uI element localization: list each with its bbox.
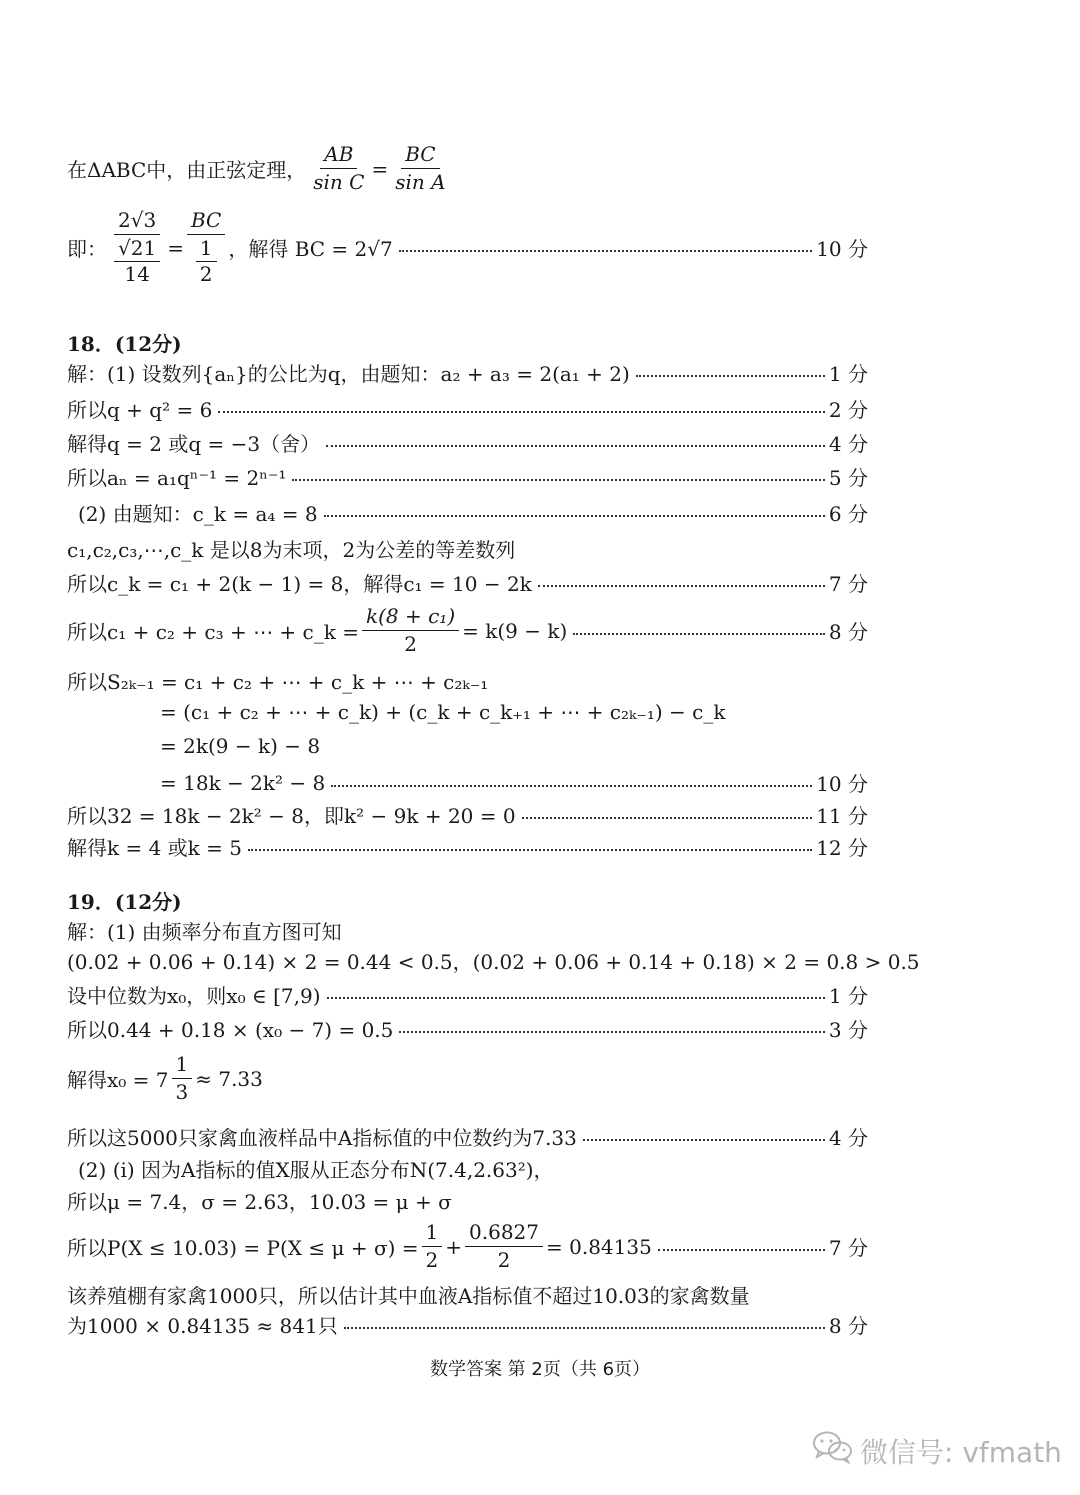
score: 4 分 <box>828 1126 868 1150</box>
numerator: BC <box>401 142 439 169</box>
q18-line-1 <box>67 358 868 387</box>
text: c₁,c₂,c₃,⋯,c_k 是以8为末项，2为公差的等差数列 <box>67 538 516 562</box>
dotted-leader <box>326 445 825 447</box>
text: 即： <box>67 237 107 261</box>
text: 所以μ = 7.4，σ = 2.63，10.03 = μ + σ <box>67 1190 452 1214</box>
text: 为1000 × 0.84135 ≈ 841只 <box>67 1314 338 1338</box>
text: 所以0.44 + 0.18 × (x₀ − 7) = 0.5 <box>67 1018 394 1042</box>
numerator: 1 <box>172 1052 193 1079</box>
denominator: 2 <box>497 1248 511 1272</box>
score: 8 分 <box>828 1314 868 1338</box>
text: 解：(1) 设数列{aₙ}的公比为q，由题知：a₂ + a₃ = 2(a₁ + 2) <box>67 362 630 386</box>
text: = 18k − 2k² − 8 <box>160 770 326 795</box>
score: 1 分 <box>828 362 868 386</box>
text: (0.02 + 0.06 + 0.14) × 2 = 0.44 < 0.5，(0.02 + 0.06 + 0.14 + 0.18) × 2 = 0.8 > 0.5 <box>67 950 920 974</box>
numerator: AB <box>320 142 357 169</box>
text: 解得x₀ = 7 <box>67 1068 169 1092</box>
fraction-ab-sinc <box>309 142 368 195</box>
q19-line-11 <box>67 1310 868 1339</box>
sub-numerator: √21 <box>114 236 160 262</box>
denominator: 2 <box>425 1248 439 1272</box>
page-footer: 数学答案 第 2页（共 6页） <box>429 1359 651 1380</box>
q19-line-4 <box>67 1014 868 1043</box>
dotted-leader <box>324 515 825 517</box>
q18-heading: 18．(12分) <box>67 332 182 356</box>
wechat-icon <box>812 1430 854 1471</box>
score: 7 分 <box>828 1236 868 1260</box>
dotted-leader <box>218 411 825 413</box>
dotted-leader <box>399 250 812 252</box>
watermark <box>812 1430 1062 1471</box>
q18-line-10 <box>160 700 868 724</box>
text: 所以32 = 18k − 2k² − 8，即k² − 9k + 20 = 0 <box>67 804 516 828</box>
complex-fraction-2 <box>187 208 225 287</box>
denominator: 2 <box>404 632 417 656</box>
q19-line-5 <box>67 1052 868 1105</box>
text: 所以S₂ₖ₋₁ = c₁ + c₂ + ⋯ + c_k + ⋯ + c₂ₖ₋₁ <box>67 670 489 694</box>
q19-line-8 <box>67 1186 868 1215</box>
score: 12 分 <box>816 836 868 860</box>
text: = (c₁ + c₂ + ⋯ + c_k) + (c_k + c_k₊₁ + ⋯ + c₂ₖ₋₁) − c_k <box>160 700 726 724</box>
q18-line-8 <box>67 604 868 657</box>
q19-heading: 19．(12分) <box>67 890 182 914</box>
text: 解得q = 2 或q = −3（舍） <box>67 432 321 456</box>
text: 解：(1) 由频率分布直方图可知 <box>67 920 342 944</box>
q18-line-4 <box>67 462 868 491</box>
q18-line-13 <box>67 800 868 829</box>
text: 所以这5000只家禽血液样品中A指标值的中位数约为7.33 <box>67 1126 577 1150</box>
text: (2) (i) 因为A指标的值X服从正态分布N(7.4,2.63²)， <box>78 1158 554 1182</box>
dotted-leader <box>583 1139 825 1141</box>
sub-denominator: 14 <box>124 262 150 286</box>
q18-line-11 <box>160 734 868 758</box>
q19-line-1 <box>67 916 868 945</box>
score: 3 分 <box>828 1018 868 1042</box>
q18-line-2 <box>67 394 868 423</box>
q18-line-9 <box>67 666 868 695</box>
dotted-leader <box>327 997 825 999</box>
dotted-leader <box>331 785 812 787</box>
numerator: 0.6827 <box>465 1220 543 1247</box>
numerator: BC <box>187 208 225 235</box>
score: 1 分 <box>828 984 868 1008</box>
denominator: sin C <box>313 170 365 194</box>
q19-line-3 <box>67 980 868 1009</box>
fraction-half <box>422 1220 443 1273</box>
equals: = <box>167 235 184 260</box>
denominator <box>110 235 164 287</box>
fraction-06827 <box>465 1220 543 1273</box>
text: ≈ 7.33 <box>195 1066 263 1091</box>
line-sine-law <box>67 142 868 195</box>
score: 6 分 <box>828 502 868 526</box>
q18-line-5 <box>78 498 868 527</box>
q19-line-9 <box>67 1220 868 1273</box>
dotted-leader <box>573 633 825 635</box>
score: 10 分 <box>816 772 868 796</box>
score: 8 分 <box>828 620 868 644</box>
denominator <box>192 235 221 287</box>
fraction-bc-sina <box>391 142 449 195</box>
fraction-one-third <box>172 1052 193 1105</box>
complex-fraction <box>110 208 164 287</box>
text: 所以aₙ = a₁qⁿ⁻¹ = 2ⁿ⁻¹ <box>67 466 287 490</box>
text: 所以c_k = c₁ + 2(k − 1) = 8，解得c₁ = 10 − 2k <box>67 572 532 596</box>
text: 所以P(X ≤ 10.03) = P(X ≤ μ + σ) = <box>67 1236 419 1260</box>
text: (2) 由题知：c_k = a₄ = 8 <box>78 502 318 526</box>
dotted-leader <box>292 479 824 481</box>
score: 5 分 <box>828 466 868 490</box>
text: = 0.84135 <box>546 1234 652 1259</box>
q19-line-7 <box>78 1154 868 1183</box>
q18-line-7 <box>67 568 868 597</box>
dotted-leader <box>522 817 813 819</box>
fraction-sum <box>362 604 459 657</box>
text: = 2k(9 − k) − 8 <box>160 734 321 758</box>
text: = k(9 − k) <box>462 618 568 643</box>
dotted-leader <box>538 585 825 587</box>
watermark-text: 微信号: vfmath <box>860 1435 1062 1469</box>
score: 10 分 <box>816 237 868 261</box>
line-solve-bc <box>67 208 868 287</box>
score: 4 分 <box>828 432 868 456</box>
text: 在ΔABC中，由正弦定理， <box>67 158 307 182</box>
q18-line-14 <box>67 832 868 861</box>
q19-line-2 <box>67 946 920 975</box>
sub-numerator: 1 <box>196 236 217 262</box>
numerator: 2√3 <box>114 208 160 235</box>
dotted-leader <box>658 1249 825 1251</box>
sub-denominator: 2 <box>199 262 213 286</box>
text: ，解得 BC = 2√7 <box>228 237 393 261</box>
q19-line-6 <box>67 1122 868 1151</box>
denominator: 3 <box>175 1080 189 1104</box>
text: 所以c₁ + c₂ + c₃ + ⋯ + c_k = <box>67 620 359 644</box>
text: 设中位数为x₀，则x₀ ∈ [7,9) <box>67 984 321 1008</box>
equals: = <box>371 156 389 181</box>
score: 7 分 <box>828 572 868 596</box>
denominator: sin A <box>395 170 446 194</box>
dotted-leader <box>399 1031 825 1033</box>
q18-line-6 <box>67 534 868 563</box>
numerator: k(8 + c₁) <box>362 604 459 631</box>
score: 11 分 <box>816 804 868 828</box>
q19-line-10 <box>67 1280 868 1309</box>
score: 2 分 <box>828 398 868 422</box>
numerator: 1 <box>422 1220 443 1247</box>
q18-line-12 <box>160 768 868 797</box>
dotted-leader <box>636 375 825 377</box>
plus: + <box>445 1234 463 1259</box>
dotted-leader <box>248 849 812 851</box>
text: 所以q + q² = 6 <box>67 398 213 422</box>
q18-line-3 <box>67 428 868 457</box>
text: 解得k = 4 或k = 5 <box>67 836 242 860</box>
text: 该养殖棚有家禽1000只，所以估计其中血液A指标值不超过10.03的家禽数量 <box>67 1284 750 1308</box>
dotted-leader <box>344 1327 825 1329</box>
